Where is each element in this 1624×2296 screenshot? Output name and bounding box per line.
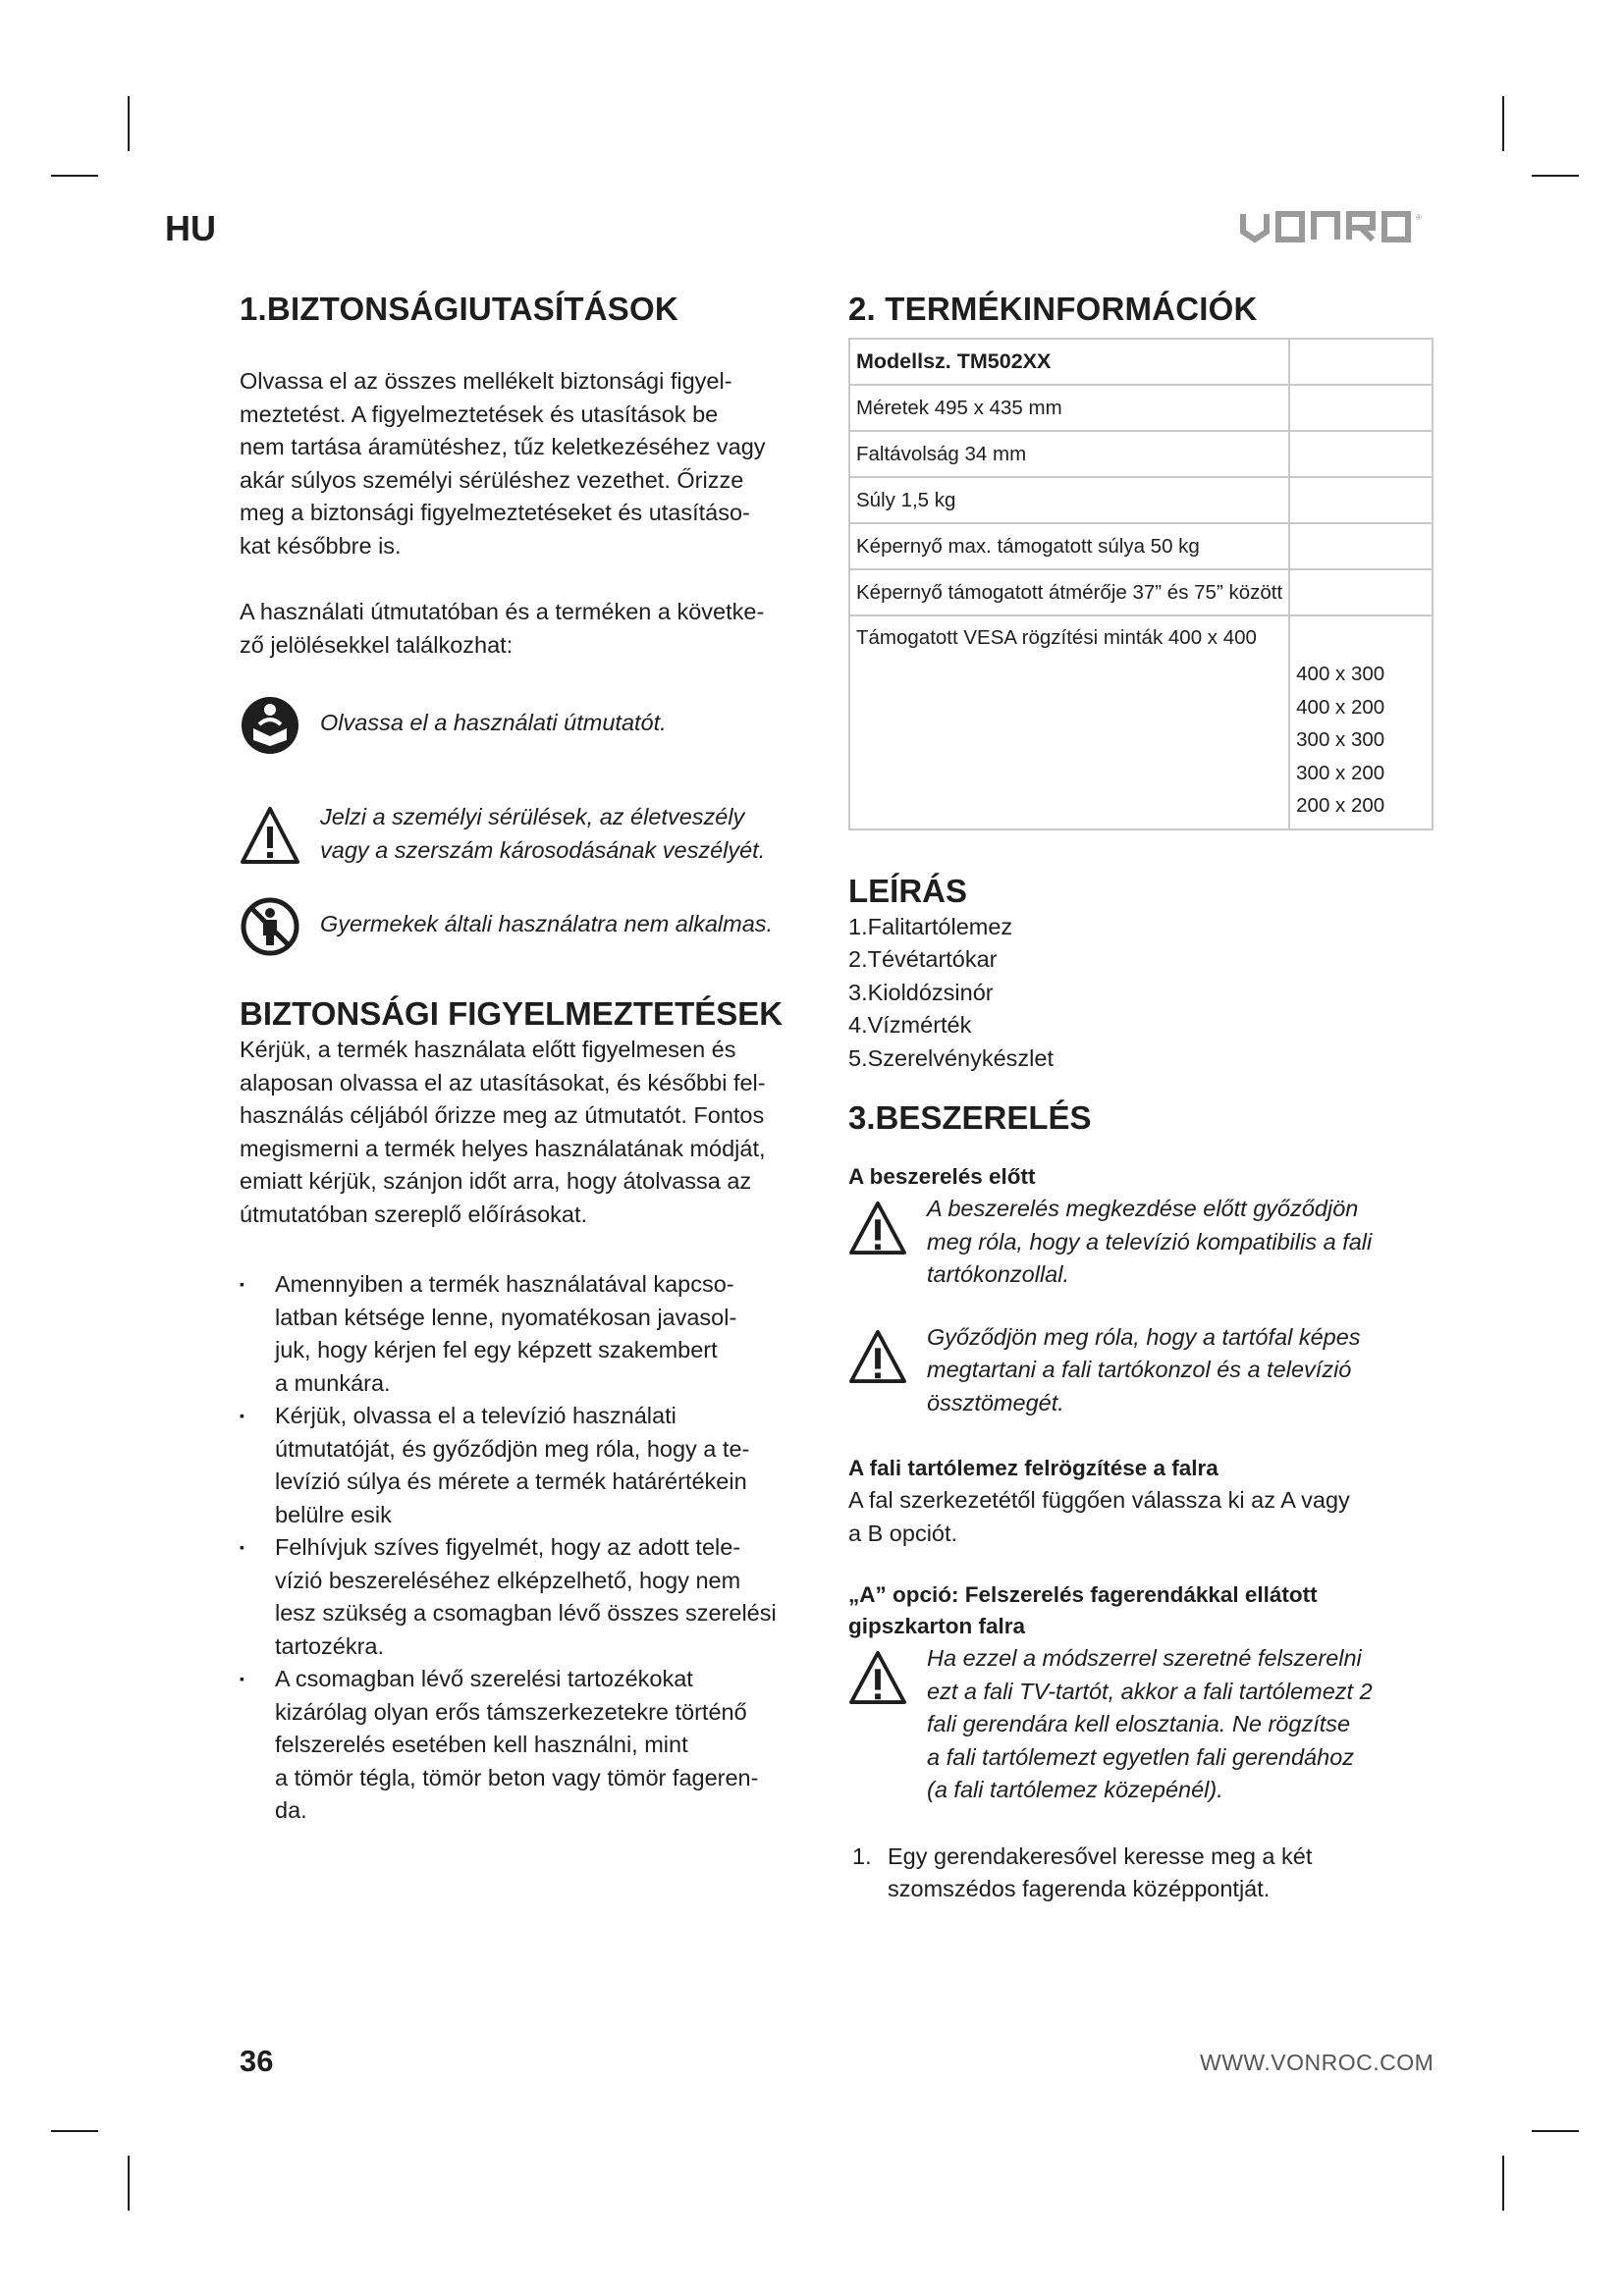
table-row <box>849 477 1433 523</box>
warning-triangle-icon <box>848 1650 907 1705</box>
svg-text:®: ® <box>1416 213 1422 222</box>
subheading-wall-mount: A fali tartólemez felrögzítése a falra <box>848 1456 1218 1480</box>
table-row <box>849 569 1433 615</box>
vonroc-logo-icon <box>1239 210 1426 243</box>
warning-row <box>848 1321 1437 1420</box>
warning-triangle-icon <box>848 1329 907 1384</box>
list-item: ▪ A csomagban lévő szerelési tartozékokat kizárólag olyan erős támszerkezetekre történő felszerelés esetében kell használni, mint a tömör tégla, tömör beton vagy tömör fageren- da. <box>240 1663 819 1828</box>
symbol-text: Gyermekek általi használatra nem alkalmas. <box>320 911 774 936</box>
step-number: 1. <box>852 1842 872 1869</box>
table-cell: Képernyő támogatott átmérője 37” és 75” között <box>849 569 1289 615</box>
table-cell: Képernyő max. támogatott súlya 50 kg <box>849 523 1289 569</box>
description-list <box>848 911 1437 1076</box>
list-item: ▪ Felhívjuk szíves figyelmét, hogy az adott tele- vízió beszereléséhez elképzelhető, hogy nem lesz szükség a csomagban lévő összes szerelési tartozékra. <box>240 1531 819 1663</box>
table-cell: Méretek 495 x 435 mm <box>849 385 1289 431</box>
table-cell-empty <box>1289 339 1433 385</box>
no-children-icon <box>240 896 300 957</box>
section-title-description: LEÍRÁS <box>848 872 968 909</box>
list-item: 4.Vízmérték <box>848 1012 972 1038</box>
crop-mark <box>1532 2130 1579 2132</box>
list-item <box>848 1841 1437 1906</box>
spec-table <box>848 338 1434 830</box>
list-item: 5.Szerelvénykészlet <box>848 1044 1054 1071</box>
page-number: 36 <box>240 2044 274 2078</box>
list-item: 3.Kioldózsinór <box>848 979 994 1005</box>
crop-mark <box>51 175 98 177</box>
warning-text: A beszerelés megkezdése előtt győződjön meg róla, hogy a televízió kompatibilis a fali tartókonzollal. <box>927 1196 1373 1287</box>
warning-text: Ha ezzel a módszerrel szeretné felszerelni ezt a fali TV-tartót, akkor a fali tartólemezt 2 fali gerendára kell elosztania. Ne rögzítse a fali tartólemezt egyetlen fali gerendához (a fali tartólemez közepénél). <box>927 1645 1373 1802</box>
vesa-value: 200 x 200 <box>1296 794 1385 817</box>
website-url: WWW.VONROC.COM <box>1200 2050 1435 2075</box>
right-column <box>848 291 1437 1906</box>
table-cell: Faltávolság 34 mm <box>849 431 1289 477</box>
crop-mark <box>51 2130 98 2132</box>
section-title-warnings: BIZTONSÁGI FIGYELMEZTETÉSEK <box>240 995 784 1032</box>
list-item: 1.Falitartólemez <box>848 913 1013 939</box>
crop-mark <box>128 2156 130 2211</box>
table-cell: Súly 1,5 kg <box>849 477 1289 523</box>
table-cell-vesa-values <box>1289 615 1433 829</box>
steps-list <box>848 1841 1437 1906</box>
table-row <box>849 339 1433 385</box>
symbol-row <box>240 896 819 957</box>
wall-mount-paragraph: A fal szerkezetétől függően válassza ki az A vagy a B opciót. <box>848 1487 1350 1546</box>
brand-logo <box>1239 210 1426 248</box>
section-title-product-info: 2. TERMÉKINFORMÁCIÓK <box>848 291 1258 327</box>
table-cell-vesa-label: Támogatott VESA rögzítési minták 400 x 400 <box>849 615 1289 829</box>
symbol-row <box>240 801 819 867</box>
list-item: ▪ Amennyiben a termék használatával kapcso- latban kétsége lenne, nyomatékosan javasol- juk, hogy kérjen fel egy képzett szakembert a munkára. <box>240 1268 819 1400</box>
language-code: HU <box>165 208 216 248</box>
warning-triangle-icon <box>848 1201 907 1255</box>
symbol-text: Olvassa el a használati útmutatót. <box>320 710 667 735</box>
vesa-value: 300 x 200 <box>1296 761 1385 784</box>
list-item: ▪ Kérjük, olvassa el a televízió használati útmutatóját, és győződjön meg róla, hogy a te- levízió súlya és mérete a termék határértékein belülre esik <box>240 1400 819 1531</box>
crop-mark <box>1532 175 1579 177</box>
table-row <box>849 431 1433 477</box>
vesa-value: 300 x 300 <box>1296 728 1385 751</box>
warning-triangle-icon <box>240 805 300 866</box>
warnings-list <box>240 1268 819 1828</box>
warning-row <box>848 1193 1437 1292</box>
table-row <box>849 385 1433 431</box>
list-item: 2.Tévétartókar <box>848 946 998 972</box>
warning-row <box>848 1642 1437 1807</box>
subheading-option-a: „A” opció: Felszerelés fagerendákkal ellátott gipszkarton falra <box>848 1582 1318 1638</box>
vesa-value: 400 x 200 <box>1296 695 1385 719</box>
vesa-value: 400 x 300 <box>1296 663 1385 685</box>
read-manual-icon <box>240 695 300 756</box>
table-cell-empty <box>1289 523 1433 569</box>
table-cell-empty <box>1289 431 1433 477</box>
crop-mark <box>1502 96 1504 151</box>
subheading-before-installation: A beszerelés előtt <box>848 1164 1036 1189</box>
left-column <box>240 291 819 1828</box>
crop-mark <box>128 96 130 151</box>
symbol-text: Jelzi a személyi sérülések, az életveszély vagy a szerszám károsodásának veszélyét. <box>320 804 766 863</box>
crop-mark <box>1502 2156 1504 2211</box>
step-text: Egy gerendakeresővel keresse meg a két szomszédos fagerenda középpontját. <box>888 1842 1313 1901</box>
table-cell-empty <box>1289 477 1433 523</box>
table-cell-model: Modellsz. TM502XX <box>849 339 1289 385</box>
section-title-safety: 1.BIZTONSÁGIUTASÍTÁSOK <box>240 291 678 327</box>
section-title-installation: 3.BESZERELÉS <box>848 1099 1092 1136</box>
table-cell-empty <box>1289 385 1433 431</box>
symbol-row <box>240 695 819 756</box>
warnings-paragraph: Kérjük, a termék használata előtt figyelmesen és alaposan olvassa el az utasításokat, és későbbi fel- használás céljából őrizze meg az útmutatót. Fontos megismerni a termék helyes használatának módját, emiatt kérjük, szánjon időt arra, hogy átolvassa az útmutatóban szereplő előírásokat. <box>240 1037 766 1227</box>
table-row <box>849 523 1433 569</box>
safety-intro-paragraph: Olvassa el az összes mellékelt biztonsági figyel- meztetést. A figyelmeztetések és utasítások be nem tartása áramütéshez, tűz keletkezéséhez vagy akár súlyos személyi sérüléshez vezethet. Őrizze meg a biztonsági figyelmeztetéseket és utasításo- kat későbbre is. <box>240 368 766 559</box>
table-row <box>849 615 1433 829</box>
warning-text: Győződjön meg róla, hogy a tartófal képes megtartani a fali tartókonzol és a televízió össztömegét. <box>927 1323 1361 1415</box>
table-cell-empty <box>1289 569 1433 615</box>
symbols-intro-paragraph: A használati útmutatóban és a terméken a követke- ző jelölésekkel találkozhat: <box>240 599 765 658</box>
